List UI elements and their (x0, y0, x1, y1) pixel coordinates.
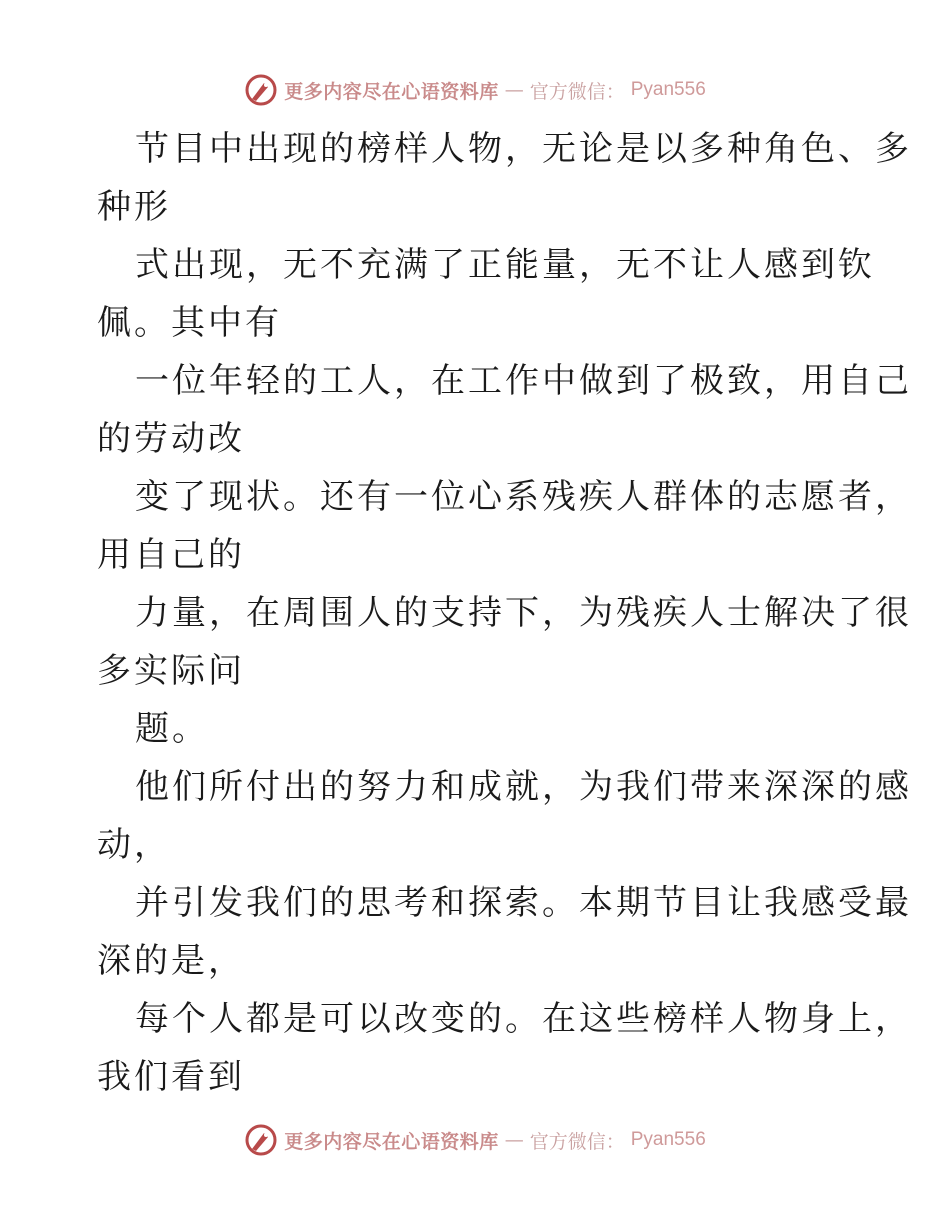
text-line: 变了现状。还有一位心系残疾人群体的志愿者， (135, 477, 912, 517)
watermark-wechat-id: Pyan556 (630, 79, 706, 100)
footer-watermark (0, 1120, 950, 1160)
text-line: 每个人都是可以改变的。在这些榜样人物身上， (135, 999, 912, 1039)
watermark-sub-text: 官方微信： (529, 80, 625, 103)
watermark-main-text: 更多内容尽在心语资料库 (284, 80, 499, 103)
text-line: 并引发我们的思考和探索。本期节目让我感受最 (135, 883, 912, 923)
text-line: 一位年轻的工人，在工作中做到了极致，用自己 (135, 361, 912, 401)
pen-nib-logo-icon (244, 73, 278, 107)
document-body (97, 120, 912, 1106)
text-line: 式出现，无不充满了正能量，无不让人感到钦 (135, 245, 875, 285)
text-line: 他们所付出的努力和成就，为我们带来深深的感 (135, 767, 912, 807)
text-line: 节目中出现的榜样人物，无论是以多种角色、多 (135, 129, 912, 169)
text-line: 多实际问 (97, 651, 245, 691)
text-line: 深的是， (97, 941, 245, 981)
text-line: 题。 (135, 709, 209, 749)
text-line: 佩。其中有 (97, 303, 282, 343)
text-line: 的劳动改 (97, 419, 245, 459)
text-line: 动， (97, 825, 171, 865)
watermark-sub-text: 官方微信： (529, 1130, 625, 1153)
watermark-dash: — (504, 1129, 524, 1151)
text-line: 种形 (97, 187, 171, 227)
watermark-dash: — (504, 79, 524, 101)
watermark-main-text: 更多内容尽在心语资料库 (284, 1130, 499, 1153)
pen-nib-logo-icon (244, 1123, 278, 1157)
header-watermark (0, 70, 950, 110)
watermark-wechat-id: Pyan556 (630, 1129, 706, 1150)
text-line: 我们看到 (97, 1057, 245, 1097)
text-line: 用自己的 (97, 535, 245, 575)
text-line: 力量，在周围人的支持下，为残疾人士解决了很 (135, 593, 912, 633)
